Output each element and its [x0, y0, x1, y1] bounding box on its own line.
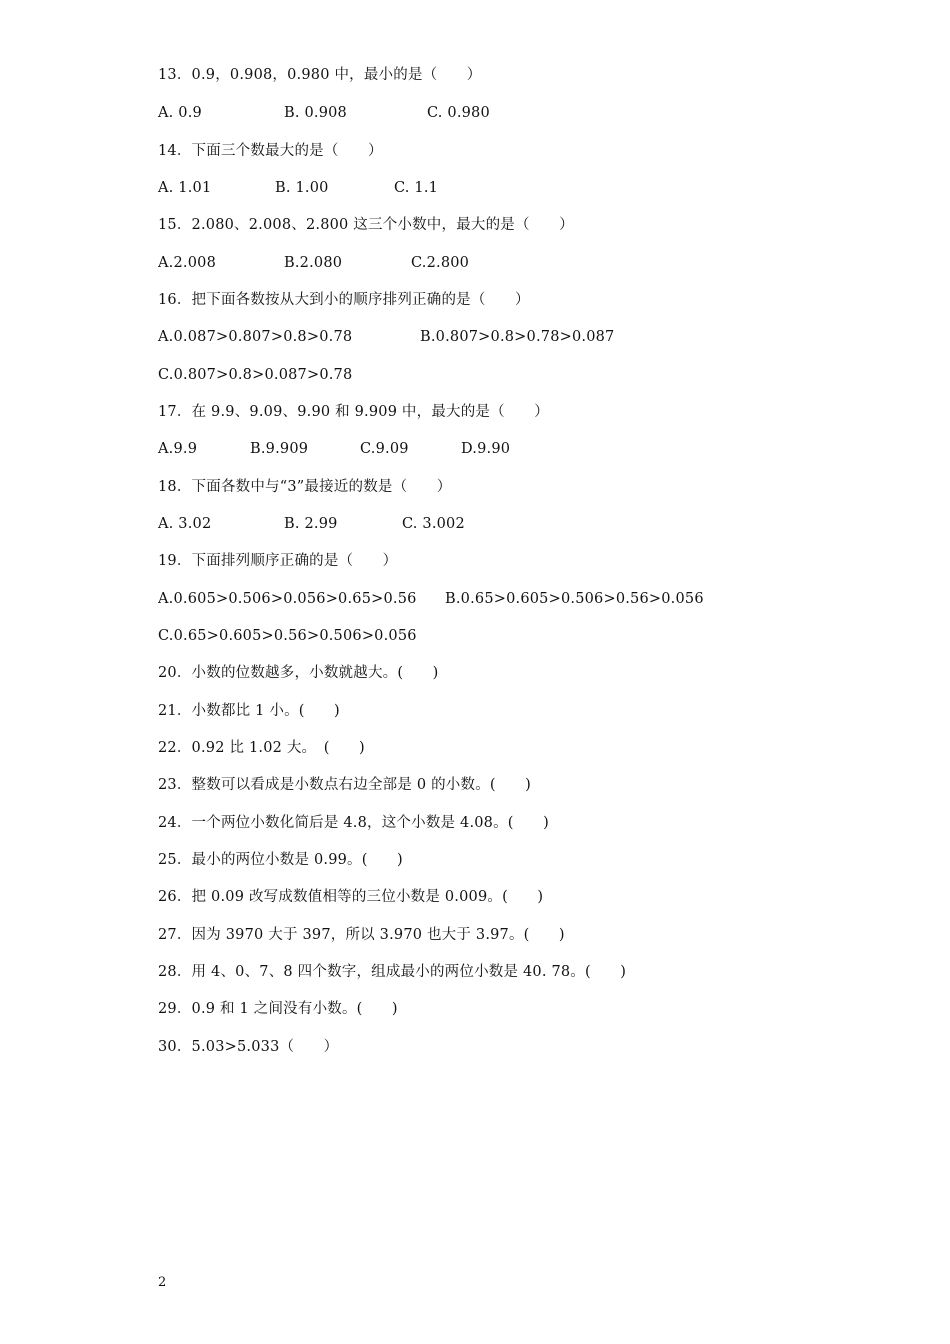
option-a: A.2.008 — [158, 255, 216, 271]
option-b: B.0.65>0.605>0.506>0.56>0.056 — [445, 591, 704, 607]
option-b: B. 2.99 — [284, 516, 338, 532]
question-19-options-row1 — [158, 589, 704, 609]
statement-25: 25．最小的两位小数是 0.99。( ) — [158, 852, 403, 868]
question-14-options — [158, 178, 439, 198]
question-13-stem: 13．0.9，0.908，0.980 中，最小的是（ ） — [158, 67, 482, 83]
option-c: C. 3.002 — [402, 516, 465, 532]
option-b: B.2.080 — [284, 255, 343, 271]
option-a: A. 1.01 — [158, 180, 212, 196]
question-18-stem: 18．下面各数中与“3”最接近的数是（ ） — [158, 479, 452, 495]
option-c: C. 1.1 — [394, 180, 439, 196]
option-b: B.9.909 — [250, 441, 309, 457]
option-b: B.0.807>0.8>0.78>0.087 — [420, 329, 615, 345]
question-15-stem: 15．2.080、2.008、2.800 这三个小数中，最大的是（ ） — [158, 217, 574, 233]
statement-27: 27．因为 3970 大于 397，所以 3.970 也大于 3.97。( ) — [158, 927, 565, 943]
statement-24: 24．一个两位小数化简后是 4.8，这个小数是 4.08。( ) — [158, 815, 549, 831]
question-18-options — [158, 514, 465, 534]
question-16-stem: 16．把下面各数按从大到小的顺序排列正确的是（ ） — [158, 292, 530, 308]
question-14-stem: 14．下面三个数最大的是（ ） — [158, 143, 383, 159]
option-c: C.9.09 — [360, 441, 409, 457]
question-17-options — [158, 439, 511, 459]
statement-30: 30．5.03>5.033（ ） — [158, 1039, 339, 1055]
option-c: C.0.807>0.8>0.087>0.78 — [158, 367, 353, 383]
statement-26: 26．把 0.09 改写成数值相等的三位小数是 0.009。( ) — [158, 889, 544, 905]
question-15-options — [158, 253, 470, 273]
question-16-options-row1 — [158, 327, 615, 347]
option-c: C. 0.980 — [427, 105, 490, 121]
option-a: A.9.9 — [158, 441, 198, 457]
statement-20: 20．小数的位数越多，小数就越大。( ) — [158, 665, 439, 681]
question-19-stem: 19．下面排列顺序正确的是（ ） — [158, 553, 398, 569]
option-b: B. 1.00 — [275, 180, 329, 196]
option-a: A.0.605>0.506>0.056>0.65>0.56 — [158, 591, 417, 607]
statement-21: 21．小数都比 1 小。( ) — [158, 703, 340, 719]
option-a: A. 0.9 — [158, 105, 202, 121]
statement-22: 22．0.92 比 1.02 大。 ( ) — [158, 740, 365, 756]
question-19-options-row2 — [158, 626, 417, 646]
option-a: A.0.087>0.807>0.8>0.78 — [158, 329, 353, 345]
page-number: 2 — [158, 1275, 167, 1290]
question-13-options — [158, 103, 490, 123]
option-b: B. 0.908 — [284, 105, 347, 121]
option-a: A. 3.02 — [158, 516, 212, 532]
statement-29: 29．0.9 和 1 之间没有小数。( ) — [158, 1001, 398, 1017]
question-17-stem: 17．在 9.9、9.09、9.90 和 9.909 中，最大的是（ ） — [158, 404, 549, 420]
option-c: C.0.65>0.605>0.56>0.506>0.056 — [158, 628, 417, 644]
option-c: C.2.800 — [411, 255, 470, 271]
question-16-options-row2 — [158, 365, 353, 385]
statement-28: 28．用 4、0、7、8 四个数字，组成最小的两位小数是 40. 78。( ) — [158, 964, 627, 980]
statement-23: 23．整数可以看成是小数点右边全部是 0 的小数。( ) — [158, 777, 532, 793]
option-d: D.9.90 — [461, 441, 511, 457]
